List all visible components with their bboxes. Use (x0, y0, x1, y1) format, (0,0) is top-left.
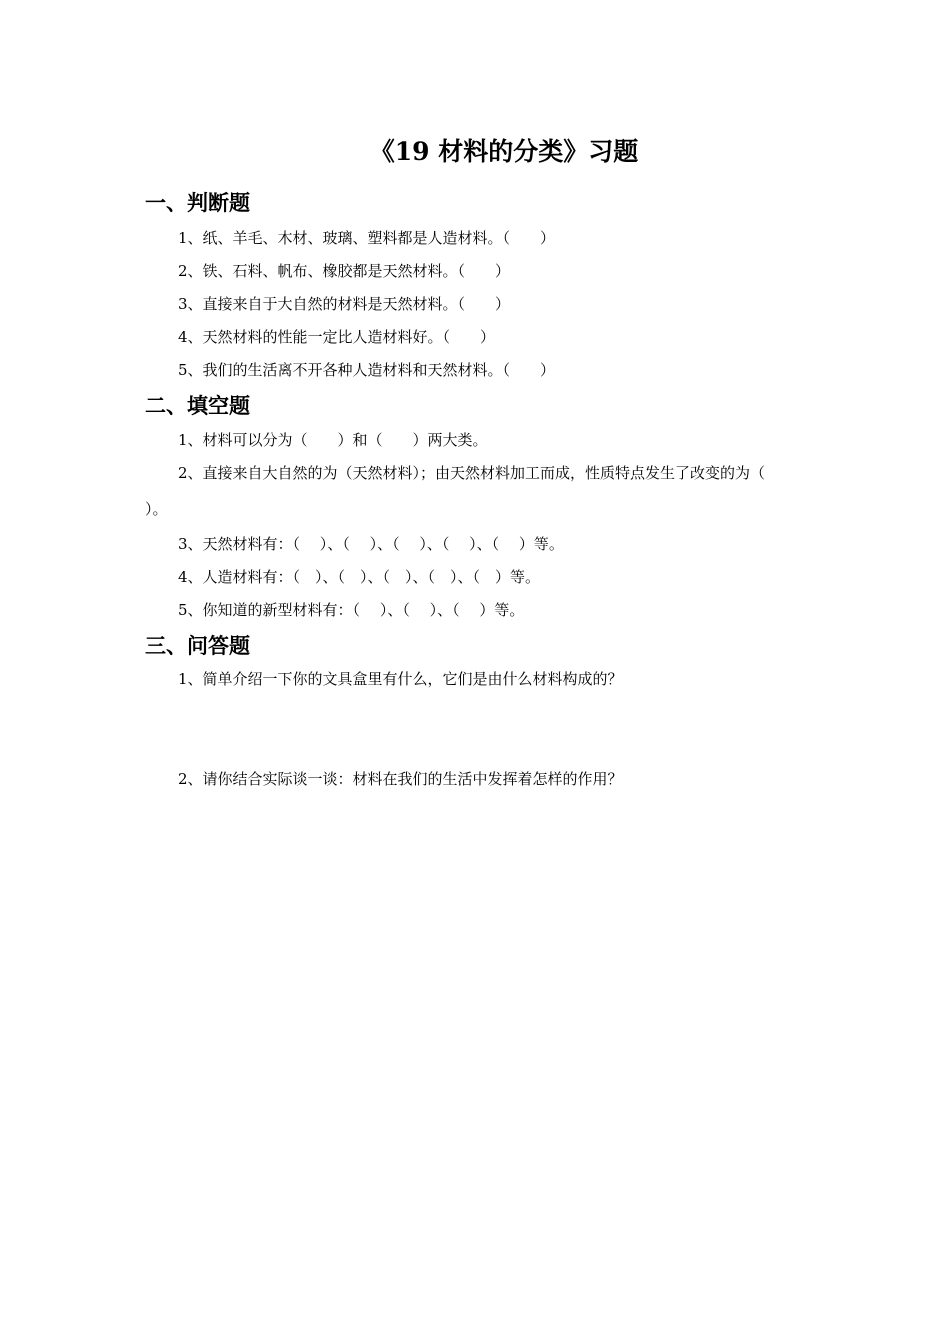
judgement-question-2: 2、铁、石料、帆布、橡胶都是天然材料。（ ） (178, 262, 511, 280)
section-heading-fill-blank: 二、填空题 (145, 393, 250, 418)
judgement-question-1: 1、纸、羊毛、木材、玻璃、塑料都是人造材料。（ ） (178, 229, 556, 247)
section-heading-short-answer: 三、问答题 (145, 633, 250, 658)
section-heading-judgement: 一、判断题 (145, 190, 250, 215)
fill-blank-question-2-continuation: ）。 (145, 500, 168, 518)
short-answer-question-2: 2、请你结合实际谈一谈：材料在我们的生活中发挥着怎样的作用？ (178, 770, 623, 788)
judgement-question-4: 4、天然材料的性能一定比人造材料好。（ ） (178, 328, 496, 346)
fill-blank-question-1: 1、材料可以分为（ ）和（ ）两大类。 (178, 431, 488, 449)
page-title: 《19 材料的分类》习题 (369, 137, 639, 166)
judgement-question-5: 5、我们的生活离不开各种人造材料和天然材料。（ ） (178, 361, 556, 379)
judgement-question-3: 3、直接来自于大自然的材料是天然材料。（ ） (178, 295, 511, 313)
fill-blank-question-3: 3、天然材料有：（ ）、（ ）、（ ）、（ ）、（ ）等。 (178, 535, 564, 553)
fill-blank-question-2: 2、直接来自大自然的为（天然材料）；由天然材料加工而成，性质特点发生了改变的为（ (178, 464, 766, 482)
short-answer-question-1: 1、简单介绍一下你的文具盒里有什么，它们是由什么材料构成的？ (178, 670, 623, 688)
fill-blank-question-4: 4、人造材料有：（ ）、（ ）、（ ）、（ ）、（ ）等。 (178, 568, 541, 586)
fill-blank-question-5: 5、你知道的新型材料有：（ ）、（ ）、（ ）等。 (178, 601, 525, 619)
